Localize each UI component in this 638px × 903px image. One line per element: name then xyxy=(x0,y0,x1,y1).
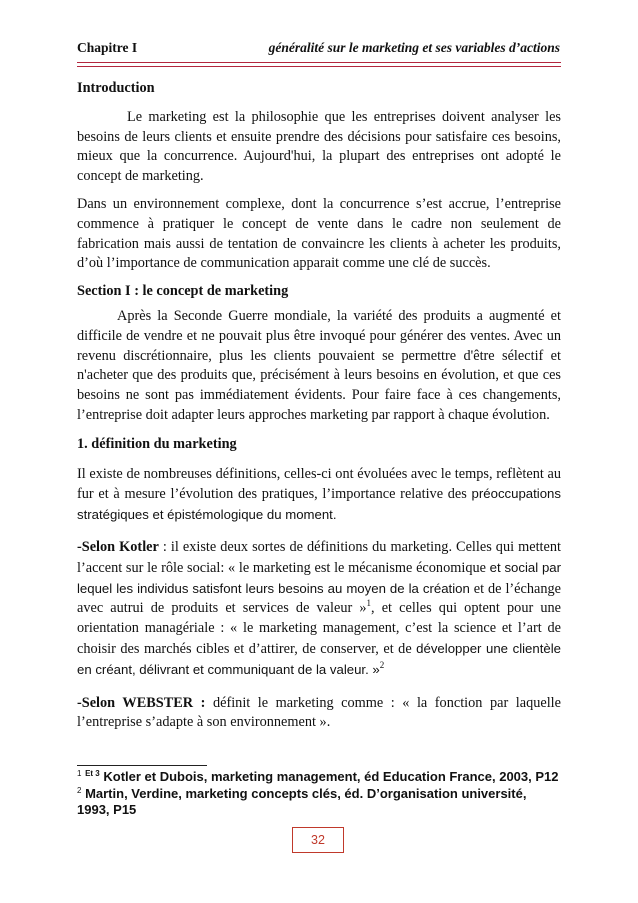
introduction-paragraph-1: Le marketing est la philosophie que les entreprises doivent analyser les besoins de leurs clients et ensuite prendre des décisions pour satisfaire ces besoins, mieux que la concurrence. Aujourd'hui, la plupart des entreprises ont adopté le concept de marketing. xyxy=(77,108,561,185)
webster-label: -Selon WEBSTER : xyxy=(77,694,206,711)
introduction-heading: Introduction xyxy=(77,80,155,96)
kotler-label: -Selon Kotler xyxy=(77,538,159,555)
footnotes xyxy=(77,769,561,819)
chapter-label: Chapitre I xyxy=(77,40,138,55)
footnote-1-mark-2: Et 3 xyxy=(85,769,100,778)
kotler-text-1: : il existe deux sortes de définitions du marketing. Celles qui mettent l’accent sur le rôle social: « le marketing est le mécanisme économique xyxy=(77,538,561,576)
footnote-2-mark: 2 xyxy=(77,785,82,795)
definition-intro xyxy=(77,465,561,526)
header-rule-bottom xyxy=(77,66,561,67)
footnote-1-text: Kotler et Dubois, marketing management, éd Education France, 2003, P12 xyxy=(99,769,559,784)
kotler-paragraph xyxy=(77,538,561,681)
webster-paragraph xyxy=(77,694,561,734)
chapter-title: généralité sur le marketing et ses variables d’actions xyxy=(268,40,560,55)
definition-intro-text: Il existe de nombreuses définitions, celles-ci ont évoluées avec le temps, reflètent au fur et à mesure l’évolution des pratiques, l’importance relative des xyxy=(77,465,561,503)
footnote-1 xyxy=(77,769,561,786)
footnote-ref-2: 2 xyxy=(379,659,385,670)
section-1-paragraph: Après la Seconde Guerre mondiale, la variété des produits a augmenté et difficile de vendre et ne pouvait plus être invoqué pour générer des ventes. Avec un revenu discrétionnaire, plus les clients pouvaient se permettre d'être sélectif et n'acheter que des produits que, précisément à leurs besoins en évolution, et que ces besoins ne sont pas immédiatement évidents. Pour faire face à ces changements, l’entreprise doit adapter leurs approches marketing par rapport à chaque évolution. xyxy=(77,307,561,423)
definition-heading: 1. définition du marketing xyxy=(77,435,237,452)
section-1-heading: Section I : le concept de marketing xyxy=(77,283,289,300)
header-rule-top xyxy=(77,62,561,63)
introduction-paragraph-2: Dans un environnement complexe, dont la concurrence s’est accrue, l’entreprise commence à pratiquer le concept de vente dans le cadre non seulement de fabrication mais aussi de tentation de convaincre les clients à acheter les produits, d’où l’importance de communication apparait comme une clé de succès. xyxy=(77,195,561,272)
footnote-1-mark: 1 xyxy=(77,769,82,778)
kotler-text-3: et de l’échange avec autrui de produits et services de valeur » xyxy=(77,580,561,617)
definition-intro-text-end: préoccupations stratégiques et épistémologique du moment. xyxy=(77,486,561,523)
page-header xyxy=(77,40,560,60)
footnote-2-text: Martin, Verdine, marketing concepts clés, éd. D’organisation université, 1993, P15 xyxy=(77,785,527,817)
footnote-separator xyxy=(77,765,207,766)
kotler-text-5: développer une clientèle en créant, délivrant et communiquant de la valeur. » xyxy=(77,640,561,677)
footnote-2 xyxy=(77,786,561,819)
page-body xyxy=(77,79,561,733)
webster-text: définit le marketing comme : « la fonction par laquelle l’entreprise s’adapte à son environnement ». xyxy=(77,694,562,731)
footnote-ref-1: 1 xyxy=(366,598,372,609)
kotler-text-4: , et celles qui optent pour une orientation managériale : « le marketing management, c’est la science et l’art de choisir des marchés cibles et d’attirer, de conserver, et de xyxy=(77,600,561,657)
page-number: 32 xyxy=(292,827,344,853)
kotler-text-2: et social par lequel les individus satisfont leurs besoins au moyen de la création xyxy=(77,559,562,596)
